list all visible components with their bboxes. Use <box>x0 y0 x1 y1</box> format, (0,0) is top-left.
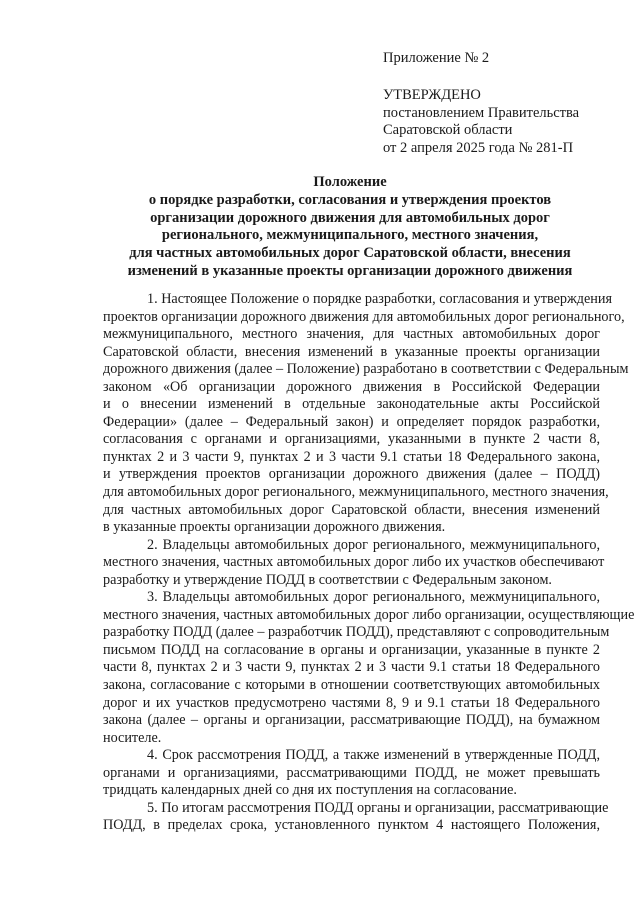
text-line: для автомобильных дорог регионального, межмуниципального, местного значения, <box>103 484 609 501</box>
title-line: регионального, межмуниципального, местного значения, <box>161 227 539 244</box>
text-line: 5. По итогам рассмотрения ПОДД органы и организации, рассматривающие <box>147 799 609 816</box>
paragraph-1 <box>103 291 629 537</box>
approved-line: Саратовской области <box>383 122 513 139</box>
text-line: органами и организациями, рассматривающими ПОДД, не может превышать <box>103 764 600 781</box>
text-line: части 8, пунктах 2 и 3 части 9, пунктах 2 и 3 части 9.1 статьи 18 Федерального <box>103 659 600 676</box>
paragraph-5 <box>103 799 609 835</box>
text-line: 3. Владельцы автомобильных дорог регионального, межмуниципального, <box>147 589 600 606</box>
title-heading: Положение <box>313 174 387 190</box>
text-line: дорог и их участков предусмотрено частями 8, 9 и 9.1 статьи 18 Федерального <box>103 694 600 711</box>
text-line: 2. Владельцы автомобильных дорог регионального, межмуниципального, <box>147 536 600 553</box>
approved-line: постановлением Правительства <box>383 104 580 121</box>
approval-block <box>383 87 579 157</box>
text-line: проектов организации дорожного движения для автомобильных дорог регионального, <box>103 308 625 325</box>
title-line: о порядке разработки, согласования и утверждения проектов <box>148 191 552 208</box>
document-body <box>103 291 635 835</box>
text-line: тридцать календарных дней со дня их поступления на согласование. <box>103 782 517 799</box>
document-title <box>90 174 610 281</box>
text-line: законом «Об организации дорожного движения в Российской Федерации <box>103 378 600 395</box>
text-line: ПОДД, в пределах срока, установленного пунктом 4 настоящего Положения, <box>103 817 600 834</box>
text-line: пунктах 2 и 3 части 9, пунктах 2 и 3 части 9.1 статьи 18 Федерального закона, <box>103 448 600 465</box>
text-line: местного значения, частных автомобильных дорог либо организации, осуществляющие <box>103 606 635 623</box>
text-line: межмуниципального, местного значения, для частных автомобильных дорог <box>103 326 600 343</box>
text-line: для частных автомобильных дорог Саратовской области, внесения изменений <box>103 501 600 518</box>
text-line: носителе. <box>103 729 162 746</box>
text-line: разработку и утверждение ПОДД в соответствии с Федеральным законом. <box>103 571 552 588</box>
text-line: закона (далее – органы и организации, рассматривающие ПОДД), на бумажном <box>103 712 600 729</box>
text-line: разработку ПОДД (далее – разработчик ПОДД), представляют с сопроводительным <box>103 624 610 641</box>
text-line: 4. Срок рассмотрения ПОДД, а также изменений в утвержденные ПОДД, <box>147 747 600 764</box>
text-line: Федерации» (далее – Федеральный закон) и определяет порядок разработки, <box>103 413 600 430</box>
text-line: письмом ПОДД на согласование в органы и организации, указанные в пункте 2 <box>103 641 600 658</box>
title-line: для частных автомобильных дорог Саратовской области, внесения <box>129 245 571 262</box>
text-line: в указанные проекты организации дорожного движения. <box>103 519 446 536</box>
text-line: Саратовской области, внесения изменений в указанные проекты организации <box>103 343 600 360</box>
title-line: изменений в указанные проекты организации дорожного движения <box>127 262 573 279</box>
appendix-label: Приложение № 2 <box>383 50 490 66</box>
text-line: закона, согласование с которыми в отношении соответствующих автомобильных <box>103 677 600 694</box>
title-line: организации дорожного движения для автомобильных дорог <box>150 209 550 226</box>
text-line: дорожного движения (далее – Положение) разработано в соответствии с Федеральным <box>103 361 629 378</box>
approved-line: от 2 апреля 2025 года № 281-П <box>383 139 574 156</box>
approved-label: УТВЕРЖДЕНО <box>383 87 481 103</box>
paragraph-2 <box>103 536 605 590</box>
text-line: и утверждения проектов организации дорожного движения (далее – ПОДД) <box>103 466 600 483</box>
paragraph-3 <box>103 589 635 747</box>
text-line: согласования с органами и организациями, указанными в пункте 2 части 8, <box>103 431 600 448</box>
paragraph-4 <box>103 747 600 800</box>
text-line: местного значения, частных автомобильных дорог либо их участков обеспечивают <box>103 554 605 571</box>
text-line: и о внесении изменений в отдельные законодательные акты Российской <box>103 396 600 413</box>
text-line: 1. Настоящее Положение о порядке разработки, согласования и утверждения <box>147 291 612 307</box>
